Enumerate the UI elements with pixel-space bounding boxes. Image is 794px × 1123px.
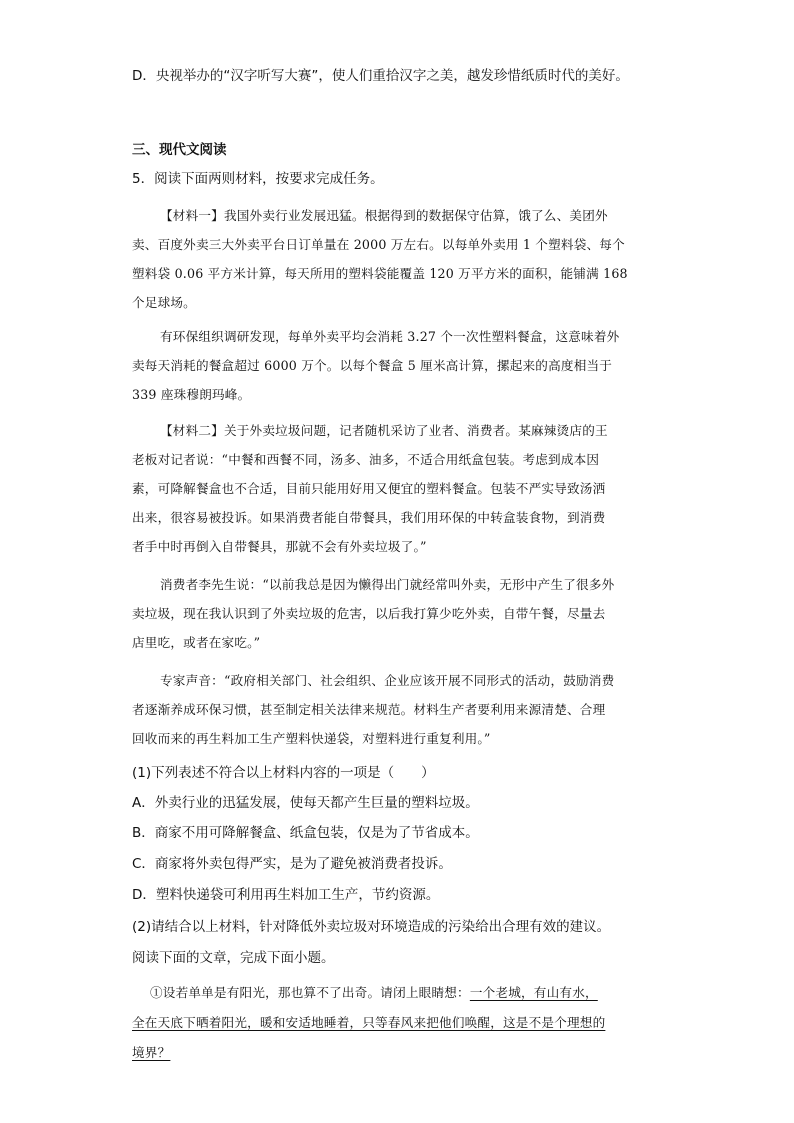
expert-quote-line: 专家声音：“政府相关部门、社会组织、企业应该开展不同形式的活动，鼓励消费 [160, 673, 615, 688]
material2-line: 出来，很容易被投诉。如果消费者能自带餐具，我们用环保的中转盒装食物，到消费 [132, 510, 606, 525]
consumer-quote-line: 卖垃圾，现在我认识到了外卖垃圾的危害，以后我打算少吃外卖，自带午餐，尽量去 [132, 606, 606, 621]
expert-quote-line: 回收而来的再生料加工生产塑料快递袋，对塑料进行重复利用。” [132, 731, 491, 746]
material1-line: 个足球场。 [132, 295, 196, 310]
material1-paragraph2-line: 有环保组织调研发现，每单外卖平均会消耗 3.27 个一次性塑料餐盒，这意味着外 [160, 329, 620, 344]
reading-intro: 阅读下面的文章，完成下面小题。 [132, 950, 335, 966]
option-a: A．外卖行业的迅猛发展，使每天都产生巨量的塑料垃圾。 [132, 795, 479, 811]
consumer-quote-line: 店里吃，或者在家吃。” [132, 635, 261, 650]
section-title: 三、现代文阅读 [132, 142, 227, 158]
sub-question-1-stem: (1)下列表述不符合以上材料内容的一项是（ ） [132, 765, 435, 781]
expert-quote-line: 者逐渐养成环保习惯，甚至制定相关法律来规范。材料生产者要利用来源清楚、合理 [132, 702, 606, 717]
underlined-text: 一个老城，有山有水， [469, 985, 598, 1000]
material2-line: 【材料二】关于外卖垃圾问题，记者随机采访了业者、消费者。某麻辣烫店的王 [160, 423, 608, 438]
question-5-stem: 5．阅读下面两则材料，按要求完成任务。 [132, 171, 384, 187]
article-underlined-line: 全在天底下晒着阳光，暖和安适地睡着，只等春风来把他们唤醒，这是不是个理想的 [132, 1015, 606, 1030]
option-d: D．塑料快递袋可利用再生料加工生产，节约资源。 [132, 887, 440, 903]
material1-paragraph2-line: 卖每天消耗的餐盒超过 6000 万个。以每个餐盒 5 厘米高计算，摞起来的高度相当于 [132, 358, 613, 373]
option-b: B．商家不用可降解餐盒、纸盒包装，仅是为了节省成本。 [132, 825, 479, 841]
sub-question-2: (2)请结合以上材料，针对降低外卖垃圾对环境造成的污染给出合理有效的建议。 [132, 919, 611, 935]
article-line [150, 983, 680, 1003]
article-text: ①设若单单是有阳光，那也算不了出奇。请闭上眼睛想： [150, 985, 470, 1000]
material1-line: 【材料一】我国外卖行业发展迅猛。根据得到的数据保守估算，饿了么、美团外 [160, 208, 608, 223]
material1-paragraph2-line: 339 座珠穆朗玛峰。 [132, 387, 251, 402]
material1-line: 卖、百度外卖三大外卖平台日订单量在 2000 万左右。以每单外卖用 1 个塑料袋、每个 [132, 237, 625, 252]
material1-line: 塑料袋 0.06 平方米计算，每天所用的塑料袋能覆盖 120 万平方米的面积，能铺满 168 [132, 266, 628, 281]
article-underlined-line: 境界？ [132, 1045, 171, 1060]
material2-line: 素，可降解餐盒也不合适，目前只能用好用又便宜的塑料餐盒。包装不严实导致汤洒 [132, 481, 606, 496]
consumer-quote-line: 消费者李先生说：“以前我总是因为懒得出门就经常叫外卖，无形中产生了很多外 [160, 577, 615, 592]
option-c: C．商家将外卖包得严实，是为了避免被消费者投诉。 [132, 856, 452, 872]
material2-line: 老板对记者说：“中餐和西餐不同，汤多、油多，不适合用纸盒包装。考虑到成本因 [132, 452, 600, 467]
previous-option-d: D．央视举办的“汉字听写大赛”，使人们重拾汉字之美，越发珍惜纸质时代的美好。 [132, 68, 629, 84]
material2-line: 者手中时再倒入自带餐具，那就不会有外卖垃圾了。” [132, 539, 427, 554]
